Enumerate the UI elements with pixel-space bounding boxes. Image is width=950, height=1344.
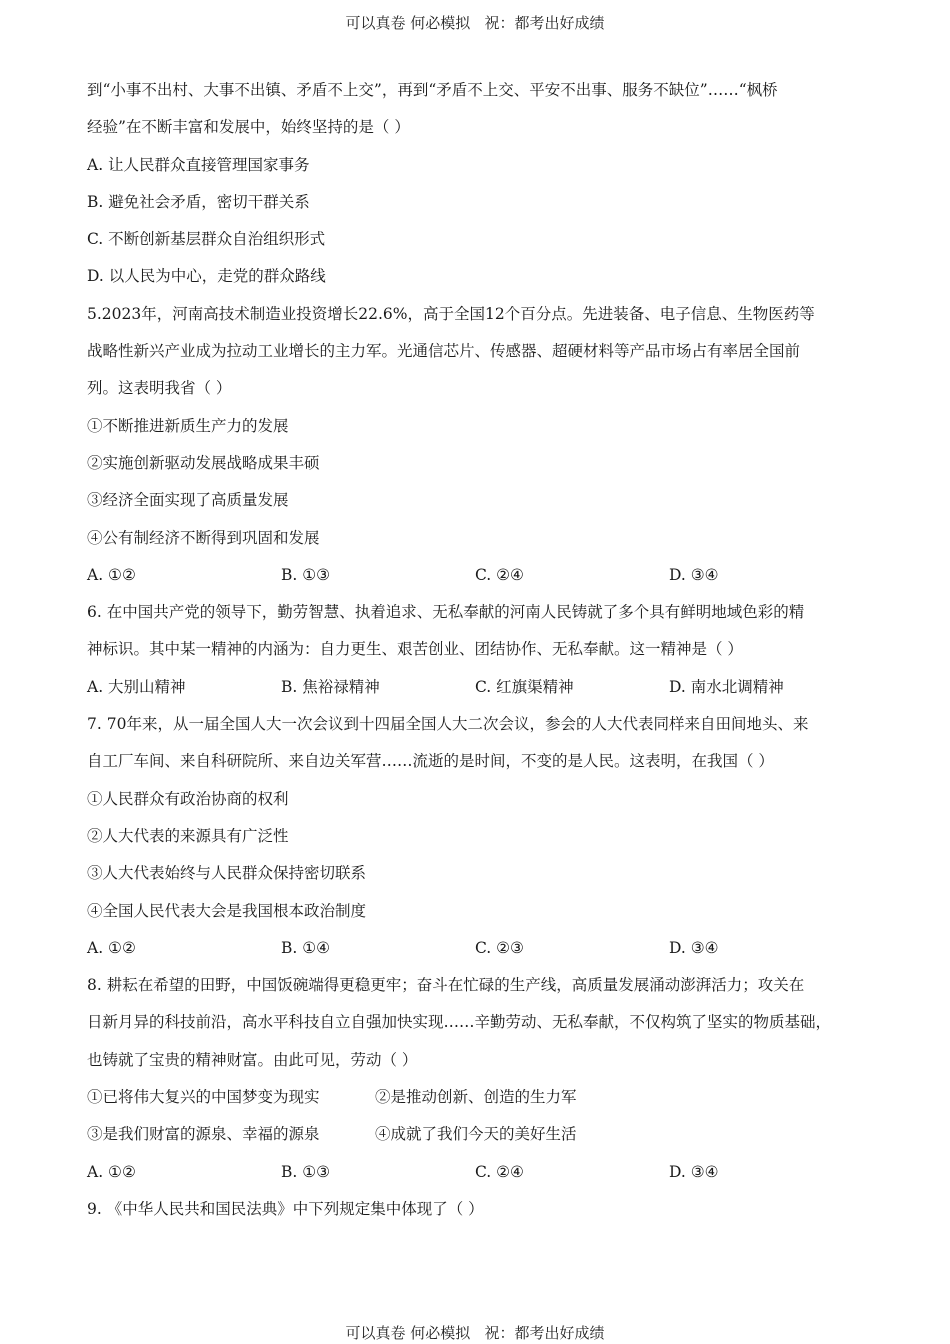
q5-item: ③经济全面实现了高质量发展 (87, 491, 289, 510)
q8-items-row (87, 1079, 887, 1116)
q8-option-c: C. ②④ (475, 1162, 524, 1181)
q6-option-d: D. 南水北调精神 (669, 677, 784, 696)
q5-options (87, 557, 887, 594)
q4-option-b: B. 避免社会矛盾，密切干群关系 (87, 192, 310, 211)
q4-stem-line: 到“小事不出村、大事不出镇、矛盾不上交”，再到“矛盾不上交、平安不出事、服务不缺位”……“枫桥 (87, 81, 778, 99)
q6-option-a: A. 大别山精神 (87, 677, 186, 696)
page-footer: 可以真卷 何必模拟 祝：都考出好成绩 (345, 1324, 605, 1342)
q8-item: ③是我们财富的源泉、幸福的源泉 (87, 1125, 320, 1144)
q7-options (87, 930, 887, 967)
q7-option-d: D. ③④ (669, 938, 719, 957)
q8-stem-line: 日新月异的科技前沿，高水平科技自立自强加快实现……辛勤劳动、无私奉献，不仅构筑了坚实的物质基础， (87, 1013, 832, 1032)
q7-item: ③人大代表始终与人民群众保持密切联系 (87, 864, 367, 883)
q7-item: ④全国人民代表大会是我国根本政治制度 (87, 901, 367, 920)
q8-option-a: A. ①② (87, 1162, 136, 1181)
q9-stem-line: 9. 《中华人民共和国民法典》中下列规定集中体现了（ ） (87, 1199, 484, 1218)
exam-content (87, 72, 887, 1228)
q5-option-d: D. ③④ (669, 565, 719, 584)
q7-stem-line: 7. 70年来，从一届全国人大一次会议到十四届全国人大二次会议，参会的人大代表同样来自田间地头、来 (87, 715, 809, 734)
q4-option-a: A. 让人民群众直接管理国家事务 (87, 155, 310, 174)
q6-stem-line: 神标识。其中某一精神的内涵为：自力更生、艰苦创业、团结协作、无私奉献。这一精神是（ ） (87, 640, 743, 659)
q5-item: ④公有制经济不断得到巩固和发展 (87, 528, 320, 547)
q5-stem-line: 列。这表明我省（ ） (87, 379, 232, 398)
q5-stem-line: 战略性新兴产业成为拉动工业增长的主力军。光通信芯片、传感器、超硬材料等产品市场占有率居全国前 (87, 342, 801, 361)
q7-option-a: A. ①② (87, 938, 136, 957)
q8-options (87, 1154, 887, 1191)
q6-option-c: C. 红旗渠精神 (475, 677, 574, 696)
q6-stem-line: 6. 在中国共产党的领导下，勤劳智慧、执着追求、无私奉献的河南人民铸就了多个具有鲜明地域色彩的精 (87, 603, 805, 622)
q5-stem-line: 5.2023年，河南高技术制造业投资增长22.6%，高于全国12个百分点。先进装备、电子信息、生物医药等 (87, 304, 815, 323)
q5-item: ①不断推进新质生产力的发展 (87, 416, 289, 435)
q7-option-c: C. ②③ (475, 938, 524, 957)
q4-option-c: C. 不断创新基层群众自治组织形式 (87, 230, 326, 249)
q8-option-d: D. ③④ (669, 1162, 719, 1181)
q8-item: ④成就了我们今天的美好生活 (374, 1125, 577, 1144)
q8-items-row (87, 1116, 887, 1153)
q8-stem-line: 也铸就了宝贵的精神财富。由此可见，劳动（ ） (87, 1050, 418, 1069)
q7-option-b: B. ①④ (281, 938, 331, 957)
q8-stem-line: 8. 耕耘在希望的田野，中国饭碗端得更稳更牢；奋斗在忙碌的生产线，高质量发展涌动澎湃活力；攻关在 (87, 976, 805, 995)
q7-stem-line: 自工厂车间、来自科研院所、来自边关军营……流逝的是时间，不变的是人民。这表明，在我国（ ） (87, 752, 774, 771)
q7-item: ①人民群众有政治协商的权利 (87, 789, 289, 808)
q7-item: ②人大代表的来源具有广泛性 (87, 826, 289, 845)
q5-option-b: B. ①③ (281, 565, 331, 584)
q4-option-d: D. 以人民为中心，走党的群众路线 (87, 267, 326, 286)
q8-option-b: B. ①③ (281, 1162, 331, 1181)
q8-item: ②是推动创新、创造的生力军 (374, 1088, 577, 1107)
q5-option-c: C. ②④ (475, 565, 524, 584)
q6-options (87, 669, 887, 706)
q6-option-b: B. 焦裕禄精神 (281, 677, 380, 696)
page-header: 可以真卷 何必模拟 祝：都考出好成绩 (345, 14, 605, 32)
q5-item: ②实施创新驱动发展战略成果丰硕 (87, 453, 320, 472)
q5-option-a: A. ①② (87, 565, 136, 584)
q4-stem-line: 经验”在不断丰富和发展中，始终坚持的是（ ） (87, 118, 410, 137)
q8-item: ①已将伟大复兴的中国梦变为现实 (87, 1088, 320, 1107)
